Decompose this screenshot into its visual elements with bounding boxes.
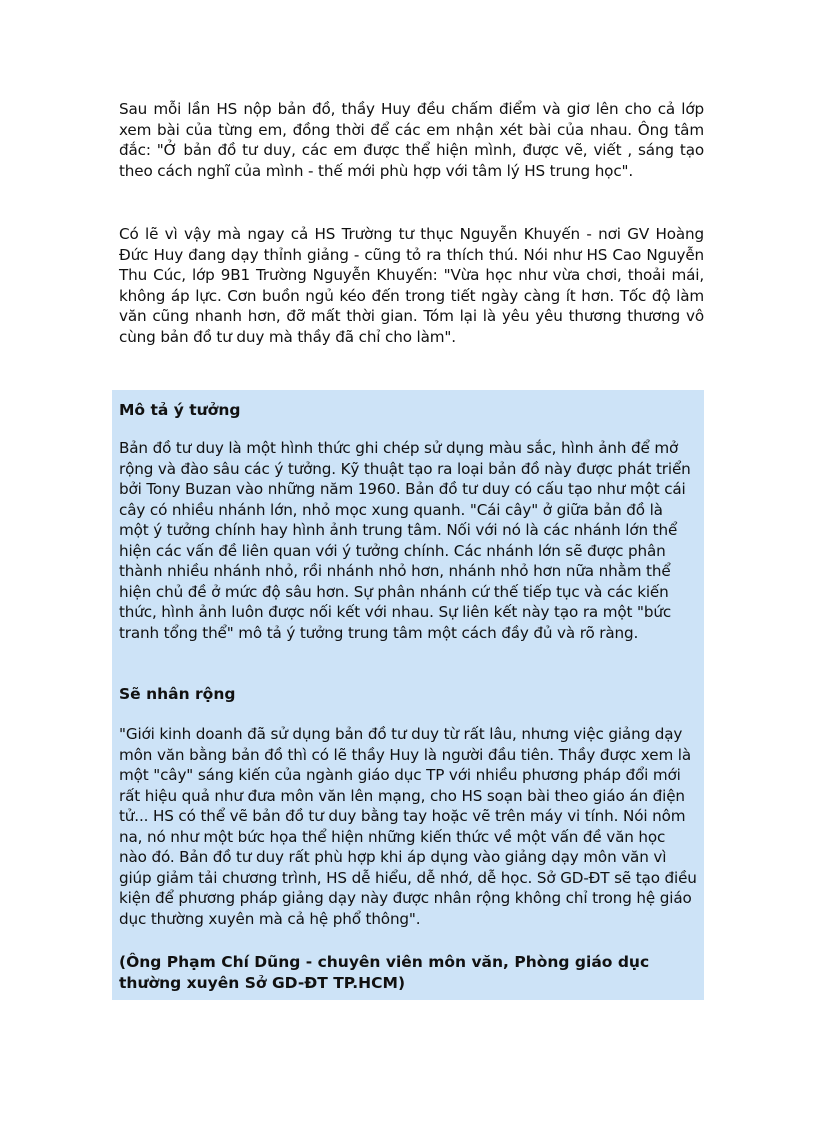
article-paragraph-2: Có lẽ vì vậy mà ngay cả HS Trường tư thục Nguyễn Khuyến - nơi GV Hoàng Đức Huy đang dạy thỉnh giảng - cũng tỏ ra thích thú. Nói như HS Cao Nguyễn Thu Cúc, lớp 9B1 Trường Nguyễn Khuyến: "Vừa học như vừa chơi, thoải mái, không áp lực. Cơn buồn ngủ kéo đến trong tiết ngày càng ít hơn. Tốc độ làm văn cũng nhanh hơn, đỡ mất thời gian. Tóm lại là yêu yêu thương thương vô cùng bản đồ tư duy mà thầy đã chỉ cho làm". [119, 225, 704, 346]
article-paragraph-1: Sau mỗi lần HS nộp bản đồ, thầy Huy đều chấm điểm và giơ lên cho cả lớp xem bài của từng em, đồng thời để các em nhận xét bài của nhau. Ông tâm đắc: "Ở bản đồ tư duy, các em được thể hiện mình, được vẽ, viết , sáng tạo theo cách nghĩ của mình - thế mới phù hợp với tâm lý HS trung học". [119, 100, 704, 180]
quote-attribution: (Ông Phạm Chí Dũng - chuyên viên môn văn, Phòng giáo dục thường xuyên Sở GD-ĐT TP.HCM) [119, 953, 650, 992]
info-sidebar-box [112, 390, 704, 1000]
sidebar-text-scaling-quote: "Giới kinh doanh đã sử dụng bản đồ tư duy từ rất lâu, nhưng việc giảng dạy môn văn bằng bản đồ thì có lẽ thầy Huy là người đầu tiên. Thầy được xem là một "cây" sáng kiến của ngành giáo dục TP với nhiều phương pháp đổi mới rất hiệu quả như đưa môn văn lên mạng, cho HS soạn bài theo giáo án điện tử... HS có thể vẽ bản đồ tư duy bằng tay hoặc vẽ trên máy vi tính. Nói nôm na, nó như một bức họa thể hiện những kiến thức về một vấn đề văn học nào đó. Bản đồ tư duy rất phù hợp khi áp dụng vào giảng dạy môn văn vì giúp giảm tải chương trình, HS dễ hiểu, dễ nhớ, dễ học. Sở GD-ĐT sẽ tạo điều kiện để phương pháp giảng dạy này được nhân rộng không chỉ trong hệ giáo dục thường xuyên mà cả hệ phổ thông". [119, 725, 697, 928]
sidebar-heading-scaling: Sẽ nhân rộng [119, 685, 236, 703]
sidebar-heading-idea-description: Mô tả ý tưởng [119, 401, 241, 419]
sidebar-text-idea-description: Bản đồ tư duy là một hình thức ghi chép sử dụng màu sắc, hình ảnh để mở rộng và đào sâu các ý tưởng. Kỹ thuật tạo ra loại bản đồ này được phát triển bởi Tony Buzan vào những năm 1960. Bản đồ tư duy có cấu tạo như một cái cây có nhiều nhánh lớn, nhỏ mọc xung quanh. "Cái cây" ở giữa bản đồ là một ý tưởng chính hay hình ảnh trung tâm. Nối với nó là các nhánh lớn thể hiện các vấn đề liên quan với ý tưởng chính. Các nhánh lớn sẽ được phân thành nhiều nhánh nhỏ, rồi nhánh nhỏ hơn, nhánh nhỏ hơn nữa nhằm thể hiện chủ đề ở mức độ sâu hơn. Sự phân nhánh cứ thế tiếp tục và các kiến thức, hình ảnh luôn được nối kết với nhau. Sự liên kết này tạo ra một "bức tranh tổng thể" mô tả ý tưởng trung tâm một cách đầy đủ và rõ ràng. [119, 439, 691, 642]
